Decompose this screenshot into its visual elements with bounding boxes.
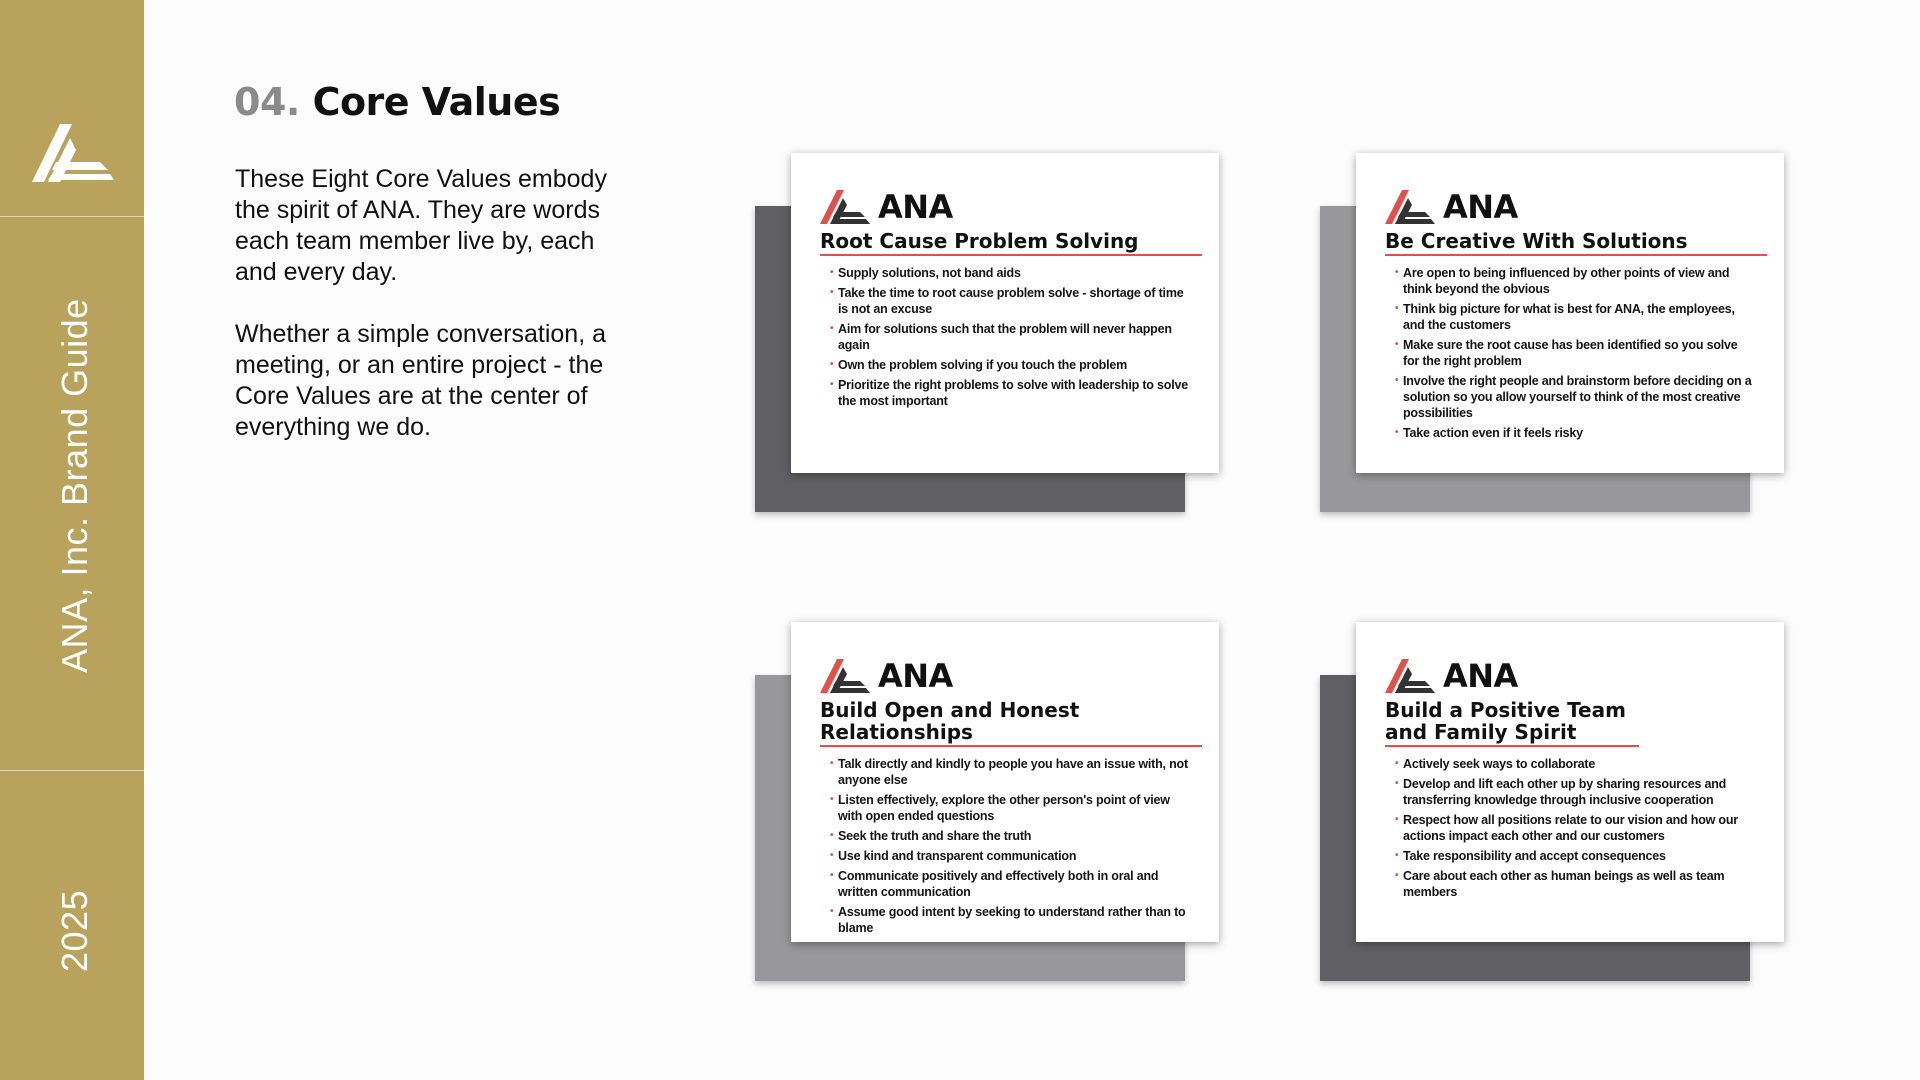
card-logo [1385,656,1766,696]
card-bullet-list [1385,756,1755,900]
card-heading: Be Creative With Solutions [1385,230,1767,256]
intro-text [235,164,635,474]
card-bullet-list [1385,265,1755,441]
ana-logo-icon [1385,657,1435,695]
list-item: • Develop and lift each other up by sharing resources and transferring knowledge through inclusive cooperation [1395,776,1755,808]
list-item: • Are open to being influenced by other points of view and think beyond the obvious [1395,265,1755,297]
list-item: • Think big picture for what is best for ANA, the employees, and the customers [1395,301,1755,333]
card-logo-text: ANA [878,188,953,226]
core-value-card-2 [1320,153,1750,515]
card-heading: Build Open and Honest Relationships [820,699,1202,747]
card-panel [791,622,1219,942]
core-value-card-1 [755,153,1188,515]
list-item: • Take action even if it feels risky [1395,425,1755,441]
ana-logo-icon [820,188,870,226]
list-item: • Assume good intent by seeking to understand rather than to blame [830,904,1190,936]
list-item: • Communicate positively and effectively both in oral and written communication [830,868,1190,900]
card-panel [1356,622,1784,942]
list-item: • Supply solutions, not band aids [830,265,1190,281]
card-logo-text: ANA [878,657,953,695]
section-number: 04. [234,80,300,124]
ana-logo-icon [30,122,114,184]
list-item: • Take responsibility and accept consequences [1395,848,1755,864]
card-logo [820,187,1201,227]
card-heading: Root Cause Problem Solving [820,230,1202,256]
card-bullet-list [820,756,1190,936]
list-item: • Respect how all positions relate to our vision and how our actions impact each other and our customers [1395,812,1755,844]
list-item: • Aim for solutions such that the problem will never happen again [830,321,1190,353]
card-logo [1385,187,1766,227]
list-item: • Listen effectively, explore the other person's point of view with open ended questions [830,792,1190,824]
sidebar-divider-bottom [0,770,144,771]
ana-logo-icon [820,657,870,695]
list-item: • Care about each other as human beings as well as team members [1395,868,1755,900]
year-label: 2025 [54,889,95,972]
list-item: • Involve the right people and brainstorm before deciding on a solution so you allow yourself to think of the most creative possibilities [1395,373,1755,421]
core-value-card-4 [1320,622,1750,984]
section-title: Core Values [312,80,561,124]
brand-guide-label: ANA, Inc. Brand Guide [54,298,95,673]
intro-paragraph-1: These Eight Core Values embody the spirit of ANA. They are words each team member live by, each and every day. [235,165,607,286]
list-item: • Own the problem solving if you touch the problem [830,357,1190,373]
sidebar [0,0,144,1080]
card-bullet-list [820,265,1190,409]
list-item: • Seek the truth and share the truth [830,828,1190,844]
card-heading: Build a Positive Team and Family Spirit [1385,699,1639,747]
list-item: • Talk directly and kindly to people you have an issue with, not anyone else [830,756,1190,788]
card-logo-text: ANA [1443,657,1518,695]
core-value-card-3 [755,622,1188,984]
intro-paragraph-2: Whether a simple conversation, a meeting, or an entire project - the Core Values are at the center of everything we do. [235,320,607,441]
card-logo-text: ANA [1443,188,1518,226]
ana-logo-icon [1385,188,1435,226]
sidebar-divider-top [0,216,144,217]
list-item: • Prioritize the right problems to solve with leadership to solve the most important [830,377,1190,409]
list-item: • Actively seek ways to collaborate [1395,756,1755,772]
list-item: • Use kind and transparent communication [830,848,1190,864]
page-title [234,80,560,124]
card-logo [820,656,1201,696]
card-panel [791,153,1219,473]
list-item: • Take the time to root cause problem solve - shortage of time is not an excuse [830,285,1190,317]
card-panel [1356,153,1784,473]
list-item: • Make sure the root cause has been identified so you solve for the right problem [1395,337,1755,369]
